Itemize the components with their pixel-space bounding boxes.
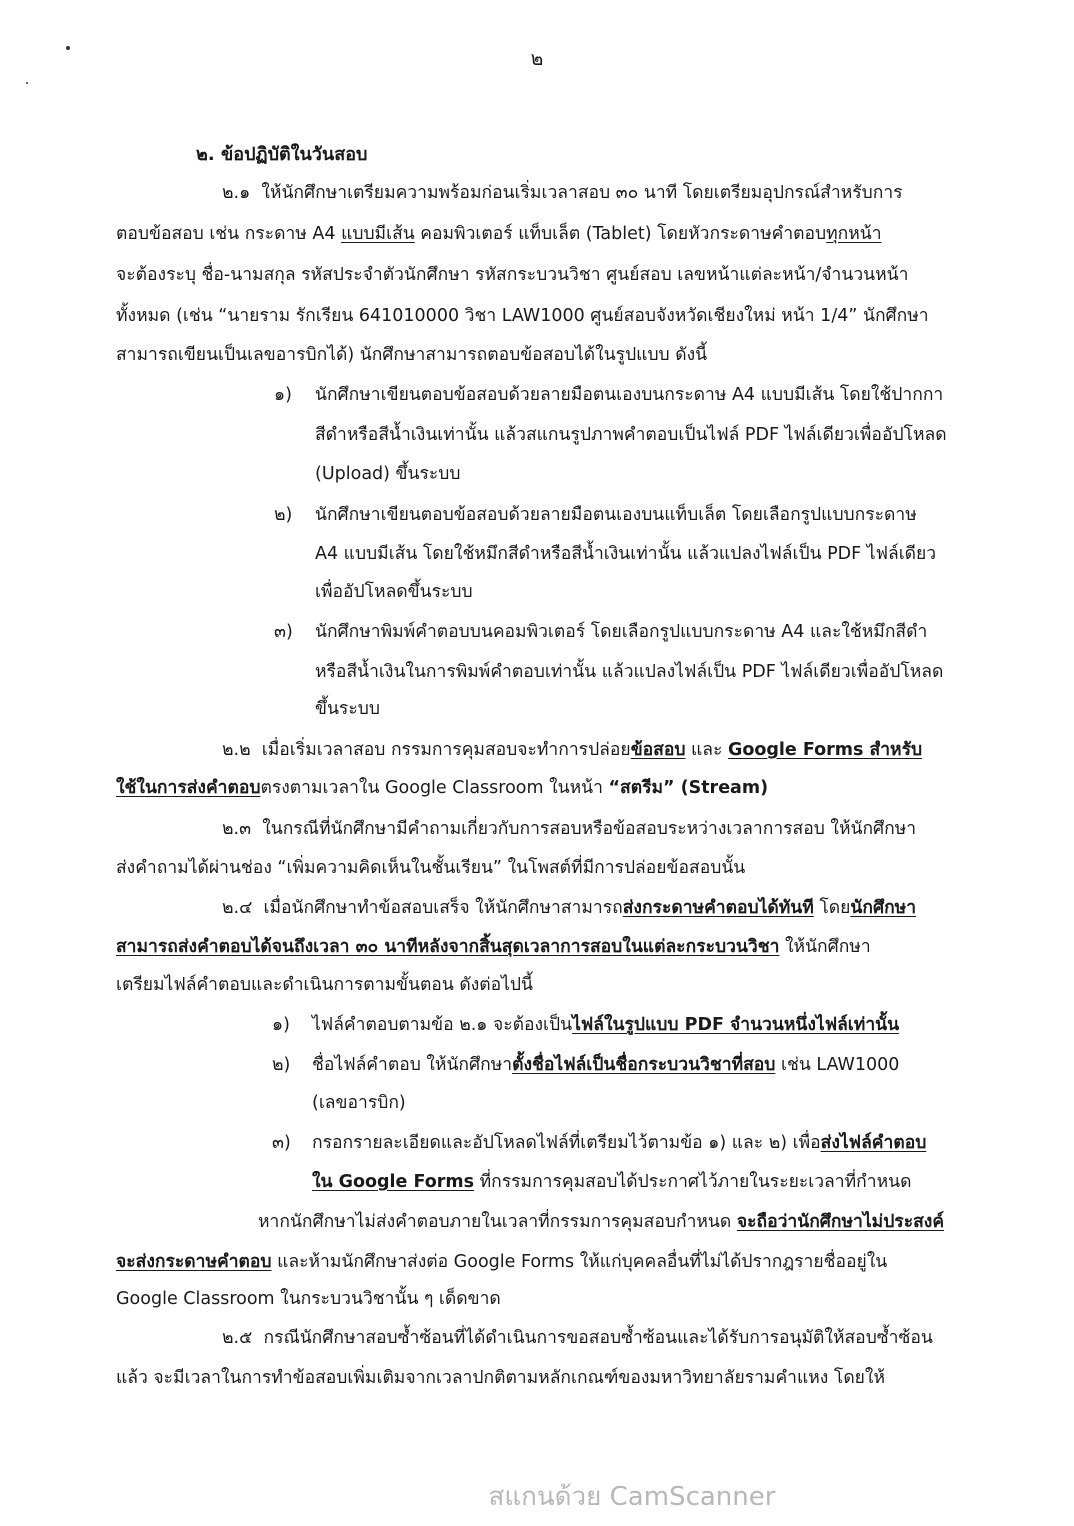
text: โดย [813, 898, 851, 918]
list-item-1-text [312, 1013, 899, 1037]
underlined-text: จะถือว่านักศึกษาไม่ประสงค์ [736, 1212, 945, 1232]
list-number: ๓) [272, 1133, 291, 1153]
underlined-text: สามารถส่งคำตอบได้จนถึงเวลา ๓๐ นาทีหลังจากสิ้นสุดเวลาการสอบในแต่ละกระบวนวิชา [116, 937, 780, 957]
underlined-text: ตั้งชื่อไฟล์เป็นชื่อกระบวนวิชาที่สอบ [512, 1055, 776, 1075]
section-heading: ๒. ข้อปฏิบัติในวันสอบ [196, 144, 368, 165]
text: ในกรณีที่นักศึกษามีคำถามเกี่ยวกับการสอบหรือข้อสอบระหว่างเวลาการสอบ ให้นักศึกษา [262, 819, 917, 839]
page-number: ๒ [530, 48, 544, 70]
paragraph-2-4-line-2 [116, 935, 871, 959]
underlined-text: ทุกหน้า [826, 224, 882, 244]
list-item-1 [272, 1013, 310, 1037]
paragraph-2-2-line-1 [222, 738, 922, 762]
text: กรณีนักศึกษาสอบซ้ำซ้อนที่ได้ดำเนินการขอสอบซ้ำซ้อนและได้รับการอนุมัติให้สอบซ้ำซ้อน [263, 1328, 933, 1348]
text: หากนักศึกษาไม่ส่งคำตอบภายในเวลาที่กรรมการคุมสอบกำหนด [258, 1212, 737, 1232]
paragraph-number: ๒.๒ [222, 740, 251, 760]
paragraph-2-5-line-2: แล้ว จะมีเวลาในการทำข้อสอบเพิ่มเติมจากเวลาปกติตามหลักเกณฑ์ของมหาวิทยาลัยรามคำแหง โดยให้ [116, 1368, 886, 1388]
list-item-3-line-2: หรือสีน้ำเงินในการพิมพ์คำตอบเท่านั้น แล้วแปลงไฟล์เป็น PDF ไฟล์เดียวเพื่ออัปโหลด [315, 662, 944, 682]
paragraph-2-2-line-2 [116, 776, 768, 800]
camscanner-watermark: สแกนด้วย CamScanner [488, 1482, 776, 1512]
text: ตอบข้อสอบ เช่น กระดาษ A4 [116, 224, 342, 244]
list-item-1-line-2: สีดำหรือสีน้ำเงินเท่านั้น แล้วสแกนรูปภาพคำตอบเป็นไฟล์ PDF ไฟล์เดียวเพื่ออัปโหลด [315, 425, 947, 445]
list-item-1-line-3: (Upload) ขึ้นระบบ [315, 464, 461, 484]
bold-text: “สตรีม” (Stream) [608, 778, 769, 798]
list-item-3-line-3: ขึ้นระบบ [315, 699, 380, 719]
list-item-2-line-3: เพื่ออัปโหลดขึ้นระบบ [315, 582, 473, 602]
text: คอมพิวเตอร์ แท็บเล็ต (Tablet) โดยหัวกระดาษคำตอบ [414, 224, 827, 244]
list-number: ๒) [272, 1055, 291, 1075]
paragraph-number: ๒.๔ [222, 898, 253, 918]
list-item-2 [272, 1053, 310, 1077]
text: ไฟล์คำตอบตามข้อ ๒.๑ จะต้องเป็น [312, 1015, 573, 1035]
note-line-3: Google Classroom ในกระบวนวิชานั้น ๆ เด็ดขาด [116, 1289, 501, 1309]
scan-speck [26, 82, 28, 84]
list-item-2-continuation: (เลขอารบิก) [312, 1093, 406, 1113]
text: และห้ามนักศึกษาส่งต่อ Google Forms ให้แก่บุคคลอื่นที่ไม่ได้ปรากฎรายชื่ออยู่ใน [271, 1252, 888, 1272]
paragraph-2-1-line-1 [222, 181, 903, 205]
note-line-1 [258, 1210, 944, 1234]
list-number: ๑) [274, 385, 292, 405]
underlined-text: ใช้ในการส่งคำตอบ [116, 778, 261, 798]
paragraph-2-4-line-3: เตรียมไฟล์คำตอบและดำเนินการตามขั้นตอน ดังต่อไปนี้ [116, 975, 534, 995]
text: เช่น LAW1000 [775, 1055, 900, 1075]
list-item-2-text [312, 1053, 899, 1077]
paragraph-2-1-line-4: ทั้งหมด (เช่น “นายราม รักเรียน 641010000 วิชา LAW1000 ศูนย์สอบจังหวัดเชียงใหม่ หน้า 1/4” นักศึกษา [116, 306, 929, 326]
underlined-text: Google Forms สำหรับ [728, 740, 923, 760]
list-item-1 [274, 383, 312, 407]
underlined-text: ไฟล์ในรูปแบบ PDF จำนวนหนึ่งไฟล์เท่านั้น [572, 1015, 900, 1035]
list-item-2-line-1: นักศึกษาเขียนตอบข้อสอบด้วยลายมือตนเองบนแท็บเล็ต โดยเลือกรูปแบบกระดาษ [315, 505, 917, 525]
list-item-3-text [312, 1131, 926, 1155]
list-item-3 [274, 620, 312, 644]
list-number: ๑) [272, 1015, 290, 1035]
underlined-text: แบบมีเส้น [341, 224, 415, 244]
paragraph-2-1-line-5: สามารถเขียนเป็นเลขอารบิกได้) นักศึกษาสามารถตอบข้อสอบได้ในรูปแบบ ดังนี้ [116, 345, 708, 365]
list-number: ๓) [274, 622, 293, 642]
text: และ [685, 740, 728, 760]
paragraph-number: ๒.๕ [222, 1328, 253, 1348]
paragraph-2-3-line-1 [222, 817, 916, 841]
note-line-2 [116, 1250, 887, 1274]
text: เมื่อนักศึกษาทำข้อสอบเสร็จ ให้นักศึกษาสามารถ [263, 898, 623, 918]
text: เมื่อเริ่มเวลาสอบ กรรมการคุมสอบจะทำการปล่อย [261, 740, 631, 760]
underlined-text: ส่งกระดาษคำตอบได้ทันที [622, 898, 814, 918]
text: ที่กรรมการคุมสอบได้ประกาศไว้ภายในระยะเวลาที่กำหนด [474, 1172, 912, 1192]
underlined-text: นักศึกษา [850, 898, 917, 918]
paragraph-number: ๒.๑ [222, 183, 251, 203]
list-item-2-line-2: A4 แบบมีเส้น โดยใช้หมึกสีดำหรือสีน้ำเงินเท่านั้น แล้วแปลงไฟล์เป็น PDF ไฟล์เดียว [315, 544, 937, 564]
paragraph-number: ๒.๓ [222, 819, 252, 839]
list-item-3-line-1: นักศึกษาพิมพ์คำตอบบนคอมพิวเตอร์ โดยเลือกรูปแบบกระดาษ A4 และใช้หมึกสีดำ [315, 622, 928, 642]
text: กรอกรายละเอียดและอัปโหลดไฟล์ที่เตรียมไว้ตามข้อ ๑) และ ๒) เพื่อ [312, 1133, 821, 1153]
list-item-3 [272, 1131, 310, 1155]
list-item-3-continuation [312, 1170, 911, 1194]
paragraph-2-1-line-2 [116, 222, 882, 246]
underlined-text: จะส่งกระดาษคำตอบ [116, 1252, 272, 1272]
text: ให้นักศึกษา [779, 937, 871, 957]
paragraph-2-5-line-1 [222, 1326, 933, 1350]
paragraph-2-3-line-2: ส่งคำถามได้ผ่านช่อง “เพิ่มความคิดเห็นในชั้นเรียน” ในโพสต์ที่มีการปล่อยข้อสอบนั้น [116, 858, 746, 878]
list-item-2 [274, 503, 312, 527]
paragraph-2-1-line-3: จะต้องระบุ ชื่อ-นามสกุล รหัสประจำตัวนักศึกษา รหัสกระบวนวิชา ศูนย์สอบ เลขหน้าแต่ละหน้า/จำนวนหน้า [116, 265, 909, 285]
text: ให้นักศึกษาเตรียมความพร้อมก่อนเริ่มเวลาสอบ ๓๐ นาที โดยเตรียมอุปกรณ์สำหรับการ [261, 183, 903, 203]
list-number: ๒) [274, 505, 293, 525]
list-item-1-line-1: นักศึกษาเขียนตอบข้อสอบด้วยลายมือตนเองบนกระดาษ A4 แบบมีเส้น โดยใช้ปากกา [315, 385, 944, 405]
underlined-text: ส่งไฟล์คำตอบ [820, 1133, 927, 1153]
underlined-text: ใน Google Forms [312, 1172, 475, 1192]
text: ชื่อไฟล์คำตอบ ให้นักศึกษา [312, 1055, 513, 1075]
text: ตรงตามเวลาใน Google Classroom ในหน้า [260, 778, 609, 798]
paragraph-2-4-line-1 [222, 896, 916, 920]
underlined-text: ข้อสอบ [630, 740, 686, 760]
